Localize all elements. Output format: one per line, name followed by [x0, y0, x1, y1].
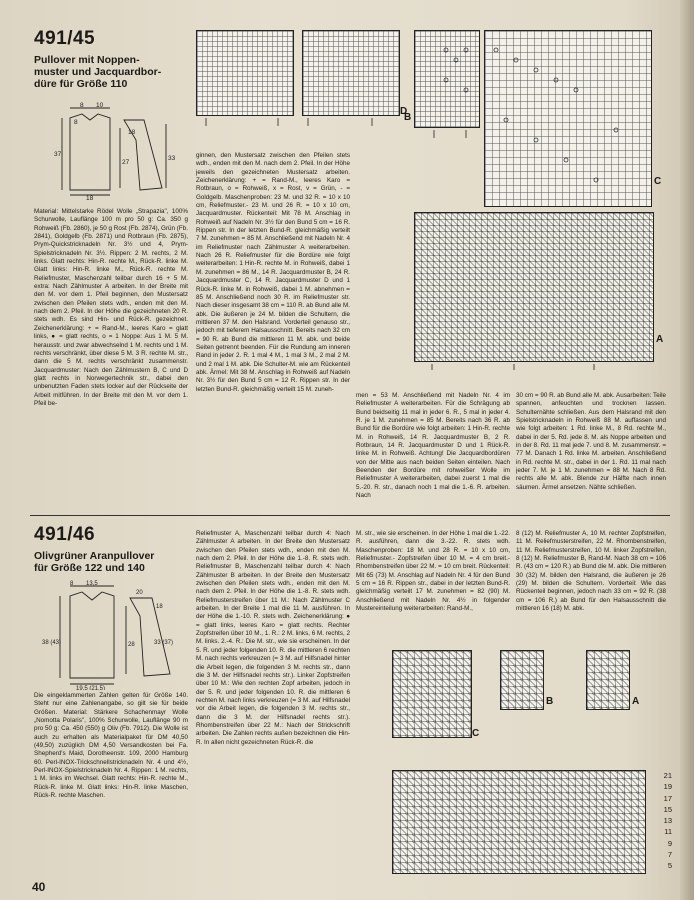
schematic-label: 18	[156, 604, 163, 610]
schematic-label: 18	[86, 195, 94, 200]
text-column: 8 (12) M. Reliefmuster A, 10 M. rechter Zopfstreifen, 11 M. Reliefmusterstreifen, 22 M. Rhombenstreifen, 11 M. Reliefmusterstreifen, 10 M. linker Zopfstreifen, 8 (12) M. Reliefmuster B, Rand-M. Nach 38 cm = 106 R. (43 cm = 120 R.) ab Bund die M. abk. Die mittleren 30 (32) M. bilden den Halsrand, die äußeren je 26 (29) M. bilden die Schultern. Vorderteil: Wie das Rückenteil beginnen, jedoch nach 33 cm = 92 R. (38 cm = 106 R.) ab Bund für den Halsausschnitt die mittleren 16 (18) M. abk.	[516, 530, 666, 613]
schematic-label: 33	[168, 155, 176, 162]
schematic-label: 27	[122, 159, 130, 166]
pattern-number: 491/46	[34, 524, 96, 545]
chart-label: B	[546, 696, 554, 707]
chart-a	[586, 650, 630, 710]
garment-schematic	[40, 100, 180, 200]
page-number: 40	[32, 880, 46, 894]
text-column: Material: Mittelstarke Rödel Wolle „Strapazia", 100% Schurwolle, Lauflänge 100 m pro 50 g: Ca. 350 g Rohweiß (Fb. 2860), je 50 g Rost (Fb. 2874), Grün (Fb. 2841), Goldgelb (Fb. 2871) und Rotbraun (Fb. 2875), Prym-Quickstricknadeln Nr. 3½ und 4, Prym-Spielstricknadeln Nr. 3½. Rippen: 2 M. rechts, 2 M. links. Glatt rechts: Hin-R. rechte M., Rück-R. linke M. Glatt links: Hin-R. linke M., Rück-R. rechte M. Reliefmuster, Maschenzahl teilbar durch 16 + 5 M. extra: Nach Zählmuster A arbeiten. In der Breite mit den M. vor dem 1. Pfeil beginnen, den Mustersatz zwischen den Pfeilen stets wdh., enden mit den M. nach dem 2. Pfeil. In der Höhe die gezeichneten 20 R. stets wdh. Es sind Hin- und Rück-R. gezeichnet. Zeichenerklärung: + = Rand-M., leeres Karo = glatt links, ● = glatt rechts, o = 1 Noppe: Aus 1 M. 5 M. herausstr. und zwar abwechselnd 1 M. rechts und 1 M. rechts verschränkt, über diese 5 M. 3 R. rechte M. str., dann die 5 M. rechts verschränkt zusammenstr. Jacquardmuster: Nach den Zählmustern B, C und D glatt rechts in Norwegertechnik str., dabei den unbenutzten Faden stets locker auf der Rückseite der Arbeit mitführen. In der Breite mit den M. vor dem 1. Pfeil be-	[34, 208, 188, 407]
schematic-label: 28	[128, 642, 135, 648]
text-column: ginnen, den Mustersatz zwischen den Pfeilen stets wdh., enden mit den M. nach dem 2. Pfeil. In der Höhe jeweils den gezeichneten Mustersatz arbeiten. Zeichenerklärung: + = Rand-M., leeres Karo = Rotbraun, o = Rohweiß, x = Rost, v = Grün, - = Goldgelb. Maschenproben: 23 M. und 32 R. = 10 x 10 cm, Reliefmuster.- 23 M. und 26 R. = 10 x 10 cm, Jacquardmuster. Rückenteil: Mit 78 M. Anschlag in Rohweiß auf Nadeln Nr. 3½ für den Bund 5 cm = 16 R. Rippen str. In der letzten Bund-R. gleichmäßig verteilt 7 M. zunehmen = 85 M. Anschließend mit Nadeln Nr. 4 im Reliefmuster nach Zählmuster A weiterarbeiten. Nach 26 R. Reliefmuster für die Bordüre wie folgt weiterarbeiten: 1 Hin-R. rechte M. in Rohweiß, dabei 1 M. zunehmen = 86 M., 14 R. Jacquardmuster B, 24 R. Jacquardmuster C, 14 R. Jacquardmuster D und 1 Rück-R. linke M. in Rohweiß, dabei 1 M. abnehmen = 85 M. Anschließend noch 30 R. im Reliefmuster str. Nach dieser insgesamt 38 cm = 110 R. ab Bund alle M. abk. Die äußeren je 24 M. bilden die Schultern, die mittleren 37 M. den Halsrand. Vorderteil genauso str., jedoch mit tieferem Halsausschnitt. Bereits nach 32 cm = 90 R. ab Bund die mittleren 11 M. abk. und beide Seiten getrennt beenden. Für die Rundung am inneren Rand in jeder 2. R. 1 mal 4 M., 1 mal 3 M., 2 mal 2 M. und 2 mal 1 M. abk. Die Schulter-M. wie am Rückenteil abk. Ärmel: Mit 38 M. Anschlag in Rohweiß auf Nadeln Nr. 3½ für den Bund 5 cm = 12 R. Rippen str. In der letzten Bund-R. gleichmäßig verteilt 15 M. zuneh-	[196, 152, 350, 393]
schematic-label: 33 (37)	[154, 640, 174, 646]
schematic-label: 38 (43)	[42, 640, 62, 646]
schematic-label: 8	[74, 119, 78, 126]
schematic-label: 19,5 (21,5)	[76, 686, 106, 690]
garment-schematic	[40, 580, 185, 690]
chart-label: A	[656, 334, 664, 345]
chart-rhombus	[392, 770, 646, 874]
text-column: 30 cm = 90 R. ab Bund alle M. abk. Ausarbeiten: Teile spannen, anfeuchten und trocknen lassen. Schulternähte schließen. Aus dem Halsrand mit den Spielstricknadeln in Rohweiß 88 M. auffassen und wie folgt arbeiten: 1 Rd. linke M., 8 Rd. rechte M., dabei in der 5. Rd. jede 8. M. als Noppe arbeiten und in der 8. Rd. 11 mal jede 7. und 8. M. zusammenstr. = 77 M. Danach 1 Rd. linke M. arbeiten. Anschließend in Rd. rechte M. str., dabei in der 1. Rd. 11 mal nach jeder 7. M. je 1 M. zunehmen = 88 M. Nach 8 Rd. rechts alle M. abk. Blende zur Hälfte nach innen säumen. Ärmel ansetzen. Nähte schließen.	[516, 392, 666, 491]
pattern-title: Pullover mit Noppen- muster und Jacquardbor- düre für Größe 110	[34, 54, 162, 90]
chart-label: A	[632, 696, 640, 707]
schematic-label: 13,5	[86, 581, 98, 587]
text-column: men = 53 M. Anschließend mit Nadeln Nr. 4 im Reliefmuster A weiterarbeiten. Für die Schrägung ab Bund beidseitig 11 mal in jeder 6. R., 5 mal in jeder 4. R. je 1 M. zunehmen = 85 M. Bereits nach 36 R. ab Bund für die Bordüre wie folgt arbeiten: 1 Hin-R. rechte M. in Rohweiß, 14 R. Jacquardmuster B, 2 R. Rotbraun, 14 R. Jacquardmuster D und 1 Rück-R. linke M. in Rohweiß. Achtung! Die Jacquardbordüren von der Mitte aus nach beiden Seiten einteilen. Nach Beenden der Bordüre mit rohweißer Wolle im Reliefmuster A weiterarbeiten, dabei zuerst 1 mal die 5.-20. R. str., danach noch 1 mal die 1.-6. R. arbeiten. Nach	[356, 392, 510, 500]
chart-label: B	[404, 112, 412, 123]
pattern-title: Olivgrüner Aranpullover für Größe 122 und 140	[34, 550, 155, 574]
chart-label: C	[472, 728, 480, 739]
schematic-label: 20	[136, 590, 143, 596]
chart-label: C	[654, 176, 662, 187]
schematic-label: 8	[70, 581, 74, 587]
chart-symbols	[196, 30, 666, 370]
pattern-number: 491/45	[34, 28, 96, 49]
page-spine	[680, 0, 694, 900]
chart-label: D	[400, 106, 408, 117]
section-divider	[30, 515, 670, 516]
chart-c	[392, 650, 472, 738]
schematic-label: 8	[80, 102, 84, 109]
text-column: Die eingeklammerten Zahlen gelten für Größe 140. Steht nur eine Zahlenangabe, so gilt sie für beide Größen. Material: Stärkere Schachenmayr Wolle „Nomotta Polaris", 100% Schurwolle, Lauflänge 90 m pro 50 g: Ca. 450 (550) g Oliv (Fb. 7912). Die Wolle ist auch zu erhalten als Materialpaket für DM 40,50 (49,50) zuzüglich DM 4,50 Versandkosten bei Fa. Shepherd's Maid, Dorotheenstr. 109, 2000 Hamburg 60. Perl-INOX-Trickschnellstricknadeln Nr. 4 und 4½, Perl-INOX-Spielstricknadeln Nr. 4. Rippen: 1 M. rechts, 1 M. links im Wechsel. Glatt rechts: Hin-R. rechte M., Rück-R. linke M. Glatt links: Hin-R. linke Maschen, Rück-R. rechte Maschen.	[34, 692, 188, 800]
text-column: Reliefmuster A, Maschenzahl teilbar durch 4: Nach Zählmuster A arbeiten. In der Breite den Mustersatz zwischen den Pfeilen stets wdh., enden mit den M. nach dem 2. Pfeil. In der Höhe die 1.-8. R. stets wdh. Reliefmuster B, Maschenzahl teilbar durch 4: Nach Zählmuster B arbeiten. In der Breite den Mustersatz zwischen den Pfeilen stets wdh., enden mit den M. nach dem 2. Pfeil. In der Höhe die 1.-8. R. stets wdh. Reliefmusterstreifen über 11 M.: Nach Zählmuster C arbeiten. In der Breite 1 mal die 11 M. ausführen. In der Höhe die 1.-10. R. stets wdh. Zeichenerklärung: ● = glatt links, leeres Karo = glatt rechts. Rechter Zopfstreifen über 10 M., 1. R.: 2 M. links, 6 M. rechts, 2 M. links. 2.-4. R.: Die M. str., wie sie erscheinen. In der 5. R. und jeder folgenden 10. R. die mittleren 6 rechten M. nach rechts verkreuzen (= 3 M. auf Hilfsnadel hinter die Arbeit legen, die folgenden 3 M. rechts str., dann die 3 M. der Hilfsnadel rechts str.). Linker Zopfstreifen über 10 M.: Wie den rechten Zopf arbeiten, jedoch in der 5. R. und jeder folgenden 10. R. die mittleren 6 rechten M. nach links verkreuzen (= 3 M. auf Hilfsnadel vor die Arbeit legen, die folgenden 3 M. rechts str., dann die 3 M. der Hilfsnadel rechts str.). Rhombenstreifen über 22 M.: Nach der Strickschrift arbeiten. Die Zahlen rechts außen bezeichnen die Hin-R. In allen nicht gezeichneten Rück-R. die	[196, 530, 350, 746]
schematic-label: 10	[96, 102, 104, 109]
row-numbers: 21 19 17 15 13 11 9 7 5	[663, 771, 672, 871]
chart-b	[500, 650, 544, 710]
text-column: M. str., wie sie erscheinen. In der Höhe 1 mal die 1.-22. R. ausführen, dann die 3.-22. R. stets wdh. Maschenproben: 18 M. und 28 R. = 10 x 10 cm, Reliefmuster.- Zopfstreifen über 10 M. = 4 cm breit.- Rhombenstreifen über 22 M. = 10 cm breit. Rückenteil: Mit 65 (73) M. Anschlag auf Nadeln Nr. 4 für den Bund 5 cm = 16 R. Rippen str., dabei in der letzten Bund-R. gleichmäßig verteilt 17 M. zunehmen = 82 (90) M. Anschließend mit Nadeln Nr. 4½ in folgender Mustereinteilung weiterarbeiten: Rand-M.,	[356, 530, 510, 613]
schematic-label: 37	[54, 151, 62, 158]
schematic-label: 18	[128, 129, 136, 136]
